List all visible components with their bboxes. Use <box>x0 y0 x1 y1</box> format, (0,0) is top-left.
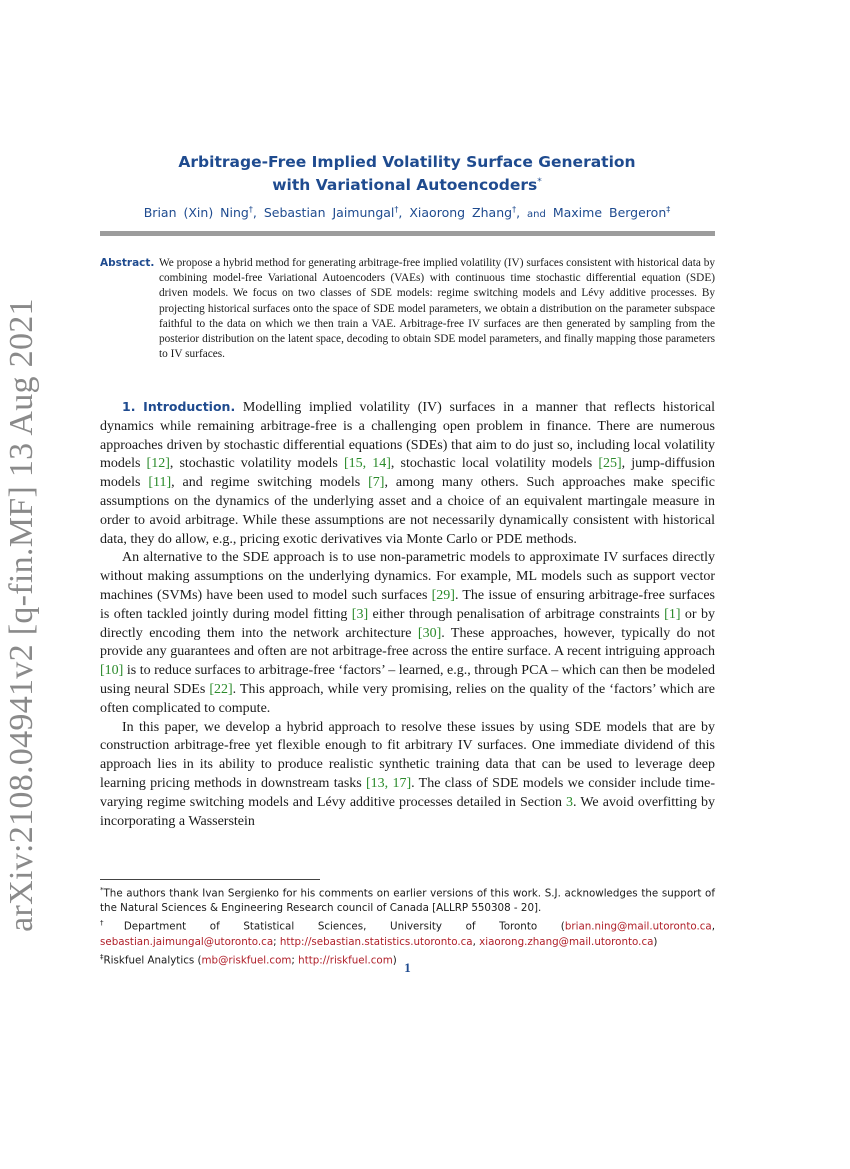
footnote-mark: † <box>100 919 124 928</box>
footnote-text: , <box>472 935 480 948</box>
footnote-2 <box>100 916 715 949</box>
citation-link[interactable]: [30] <box>417 625 442 641</box>
email-link[interactable]: xiaorong.zhang@mail.utoronto.ca <box>479 935 654 948</box>
author-3-mark: † <box>512 205 517 214</box>
title-footnote-mark: * <box>537 177 542 187</box>
footnote-text: Riskfuel Analytics ( <box>103 954 202 967</box>
footnote-text: ) <box>653 935 658 948</box>
text-span: . This approach, while very promising, relies on the quality of the ‘factors’ which are often complicated to compute. <box>100 681 715 716</box>
footnote-text: ; <box>273 935 280 948</box>
arxiv-sidebar-stamp: arXiv:2108.04941v2 [q-fin.MF] 13 Aug 2021 <box>3 298 40 932</box>
footnote-text: The authors thank Ivan Sergienko for his comments on earlier versions of this work. S.J. acknowledges the support of the Natural Sciences & Engineering Research council of Canada [ALLRP 550308 - 20]. <box>100 887 715 915</box>
footnotes <box>100 883 715 968</box>
text-span: In this paper, we develop a hybrid approach to resolve these issues by using SDE models that are by construction arbitrage-free yet flexible enough to fit arbitrary IV surfaces. One immediate dividend of this approach lies in its ability to produce realistic synthetic training data that can be used to leverage deep learning pricing methods in downstream tasks <box>100 719 715 791</box>
footnote-text: ) <box>392 954 397 967</box>
text-span: . The issue of ensuring arbitrage-free surfaces is often tackled jointly during model fitting <box>100 587 715 622</box>
text-span: is to reduce surfaces to arbitrage-free ‘factors’ – learned, e.g., through PCA – which can then be modeled using neural SDEs <box>100 663 715 697</box>
url-link[interactable]: http://riskfuel.com <box>298 954 393 967</box>
text-span: , among many others. Such approaches make specific assumptions on the dynamics of the underlying asset and a choice of an equivalent martingale measure in order to avoid arbitrage. While these assumptions are not necessarily dynamically consistent with historical data, they do allow, e.g., pricing exotic derivatives via Monte Carlo or PDE methods. <box>100 475 715 547</box>
text-span: . We avoid overfitting by incorporating a Wasserstein <box>100 794 715 829</box>
citation-link[interactable]: [11] <box>148 475 172 491</box>
text-span: either through penalisation of arbitrage constraints <box>368 606 665 622</box>
text-span: , stochastic local volatility models <box>390 456 599 472</box>
author-4-mark: ‡ <box>666 205 671 214</box>
footnote-mark: * <box>100 886 104 894</box>
author-4: Maxime Bergeron <box>552 205 667 221</box>
citation-link[interactable]: [7] <box>368 475 385 491</box>
abstract-text: We propose a hybrid method for generating arbitrage-free implied volatility (IV) surfaces consistent with historical data by combining model-free Variational Autoencoders (VAEs) with continuous time stochastic differential equation (SDE) driven models. We focus on two classes of SDE models: regime switching models and Lévy additive processes. By projecting historical surfaces onto the space of SDE model parameters, we obtain a distribution on the parameter subspace faithful to the data on which we then train a VAE. Arbitrage-free IV surfaces are then generated by sampling from the posterior distribution on the latent space, decoding to obtain SDE model parameters, and finally mapping those parameters to IV surfaces. <box>159 257 715 361</box>
footnote-text: ; <box>291 954 299 967</box>
citation-link[interactable]: [15, 14] <box>343 456 391 472</box>
text-span: , stochastic volatility models <box>169 456 344 472</box>
title-line-2-text: with Variational Autoencoders <box>272 176 538 195</box>
footnote-text: , <box>711 920 716 933</box>
section-number: 1. <box>122 399 136 414</box>
text-span: . The class of SDE models we consider include time-varying regime switching models and Lévy additive processes detailed in Section <box>100 775 715 810</box>
paragraph-3 <box>100 719 715 832</box>
paper-title <box>100 152 714 195</box>
citation-link[interactable]: [13, 17] <box>366 775 412 791</box>
author-1-mark: † <box>248 205 253 214</box>
author-separator: , <box>516 205 521 221</box>
title-line-1: Arbitrage-Free Implied Volatility Surface Generation <box>178 153 636 171</box>
author-separator: , <box>398 205 403 221</box>
abstract-label: Abstract. <box>100 257 155 269</box>
citation-link[interactable]: [29] <box>431 587 455 603</box>
email-link[interactable]: sebastian.jaimungal@utoronto.ca <box>100 935 274 948</box>
paragraph-2 <box>100 549 715 718</box>
citation-link[interactable]: [10] <box>100 663 124 679</box>
url-link[interactable]: http://sebastian.statistics.utoronto.ca <box>279 935 473 948</box>
paragraph-1 <box>100 398 715 549</box>
email-link[interactable]: mb@riskfuel.com <box>201 954 292 967</box>
main-text <box>100 398 715 831</box>
page-number: 1 <box>404 960 411 975</box>
title-line-2 <box>100 172 714 195</box>
text-span: An alternative to the SDE approach is to use non-parametric models to approximate IV surfaces directly without making assumptions on the underlying dynamics. For example, ML models such as support vector machines (SVMs) have been used to model such surfaces <box>100 550 715 603</box>
citation-link[interactable]: [1] <box>664 606 681 622</box>
email-link[interactable]: brian.ning@mail.utoronto.ca <box>564 920 712 933</box>
citation-link[interactable]: [3] <box>351 606 369 622</box>
title-rule <box>100 231 715 236</box>
author-2-mark: † <box>394 205 399 214</box>
citation-link[interactable]: [22] <box>209 681 233 697</box>
citation-link[interactable]: [25] <box>598 456 622 472</box>
footnote-rule <box>100 879 320 880</box>
section-reference-link[interactable]: 3 <box>566 794 574 810</box>
footnote-text: Department of Statistical Sciences, University of Toronto ( <box>123 920 565 933</box>
text-span: , and regime switching models <box>171 475 369 491</box>
text-span: Modelling implied volatility (IV) surfaces in a manner that reflects historical dynamics while remaining arbitrage-free is a challenging open problem in finance. There are numerous approaches driven by stochastic differential equations (SDEs) that aim to do just so, including local volatility models <box>100 400 716 472</box>
text-span: or by directly encoding them into the network architecture <box>100 606 715 641</box>
section-title: Introduction. <box>143 399 236 414</box>
footnote-1 <box>100 883 715 916</box>
abstract <box>100 256 715 362</box>
text-span: . These approaches, however, typically do not provide any guarantees and often are not arbitrage-free across the entire surface. A recent intriguing approach <box>100 625 716 660</box>
author-and: and <box>527 209 546 221</box>
author-2: Sebastian Jaimungal <box>263 205 395 221</box>
text-span: , jump-diffusion models <box>100 456 715 491</box>
author-separator: , <box>252 205 257 221</box>
citation-link[interactable]: [12] <box>146 456 170 472</box>
footnote-mark: ‡ <box>100 952 104 961</box>
author-list <box>100 205 714 220</box>
author-1: Brian (Xin) Ning <box>143 205 249 221</box>
author-3: Xiaorong Zhang <box>409 205 513 221</box>
